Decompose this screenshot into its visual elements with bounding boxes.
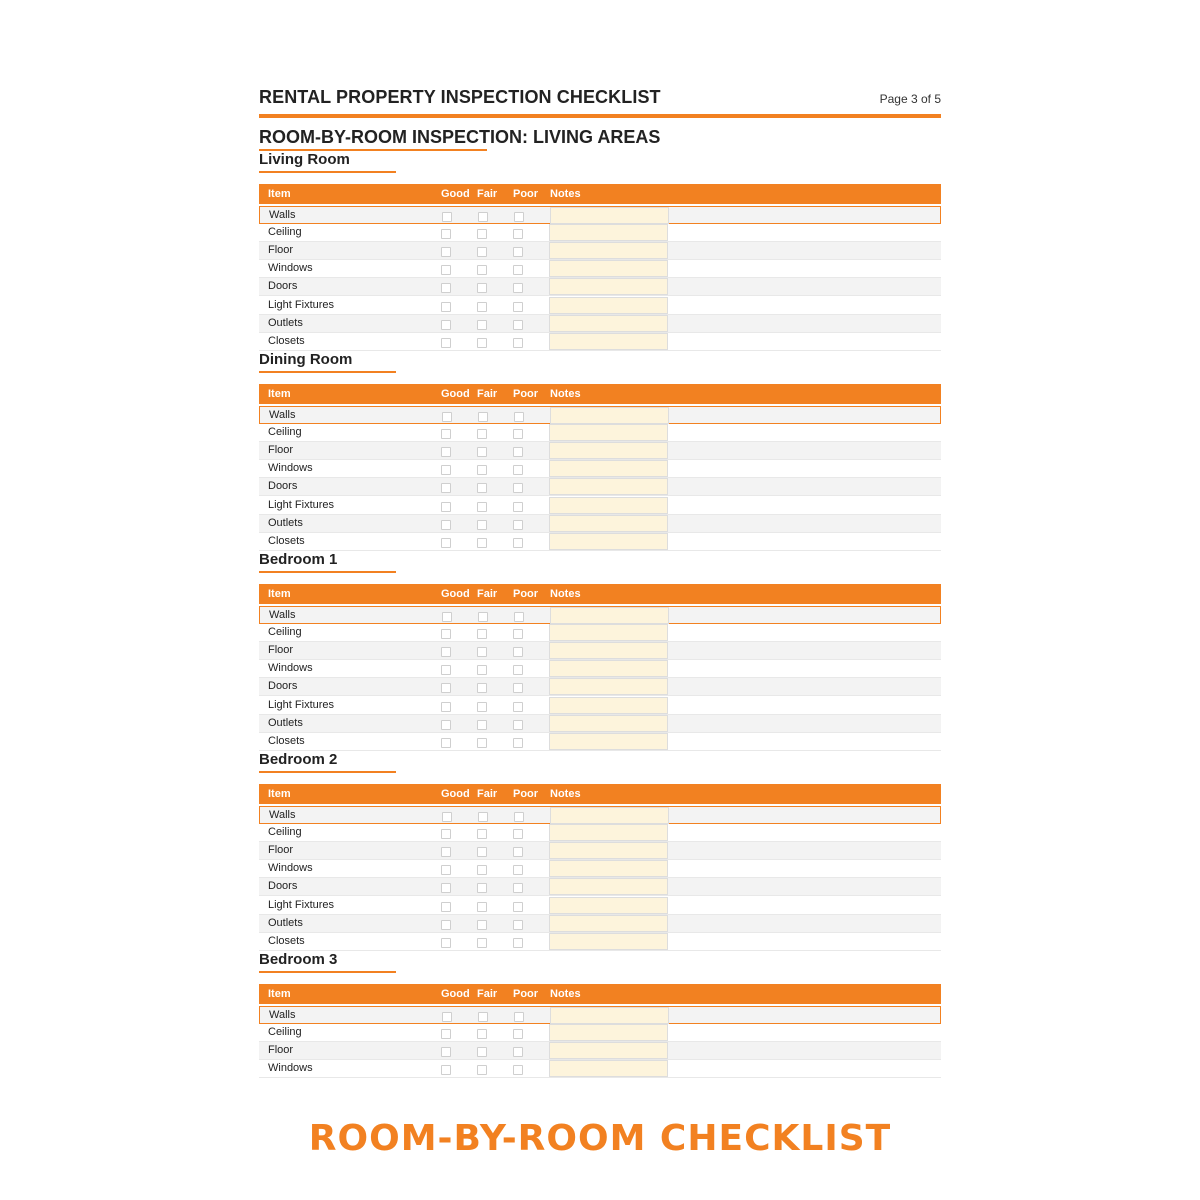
table-row <box>259 315 941 333</box>
item-label: Closets <box>268 534 305 547</box>
item-label: Windows <box>268 862 313 875</box>
notes-field[interactable] <box>549 842 668 859</box>
table-row <box>259 1042 941 1060</box>
notes-field[interactable] <box>549 715 668 732</box>
poor-checkbox[interactable] <box>513 320 523 330</box>
poor-checkbox[interactable] <box>514 212 524 222</box>
table-row <box>259 878 941 896</box>
column-header-item: Item <box>268 788 291 800</box>
item-label: Walls <box>269 1009 296 1021</box>
fair-checkbox[interactable] <box>477 320 487 330</box>
good-checkbox[interactable] <box>441 538 451 548</box>
table-row <box>259 697 941 715</box>
notes-field[interactable] <box>549 897 668 914</box>
notes-field[interactable] <box>549 315 668 332</box>
room-name: Bedroom 3 <box>259 951 338 968</box>
item-label: Walls <box>269 609 296 621</box>
notes-field[interactable] <box>549 1024 668 1041</box>
item-label: Closets <box>268 334 305 347</box>
poor-checkbox[interactable] <box>513 938 523 948</box>
fair-checkbox[interactable] <box>477 938 487 948</box>
table-row <box>259 806 941 824</box>
poor-checkbox[interactable] <box>514 812 524 822</box>
good-checkbox[interactable] <box>441 302 451 312</box>
room-name-underline <box>259 971 396 973</box>
notes-field[interactable] <box>549 224 668 241</box>
notes-field[interactable] <box>549 678 668 695</box>
room-name-underline <box>259 571 396 573</box>
room-name-underline <box>259 371 396 373</box>
fair-checkbox[interactable] <box>477 738 487 748</box>
good-checkbox[interactable] <box>441 283 451 293</box>
poor-checkbox[interactable] <box>513 847 523 857</box>
column-header-poor: Poor <box>513 988 539 1000</box>
table-row <box>259 206 941 224</box>
item-label: Floor <box>268 244 294 257</box>
item-label: Doors <box>268 680 298 693</box>
good-checkbox[interactable] <box>441 1029 451 1039</box>
good-checkbox[interactable] <box>441 229 451 239</box>
notes-field[interactable] <box>549 278 668 295</box>
good-checkbox[interactable] <box>441 902 451 912</box>
good-checkbox[interactable] <box>441 629 451 639</box>
table-row <box>259 824 941 842</box>
good-checkbox[interactable] <box>441 883 451 893</box>
fair-checkbox[interactable] <box>477 465 487 475</box>
notes-field[interactable] <box>549 697 668 714</box>
item-label: Windows <box>268 1062 313 1075</box>
column-header-good: Good <box>441 388 470 400</box>
table-row <box>259 424 941 442</box>
item-label: Walls <box>269 209 296 221</box>
notes-field[interactable] <box>550 207 669 224</box>
item-label: Light Fixtures <box>268 498 335 511</box>
good-checkbox[interactable] <box>441 847 451 857</box>
poor-checkbox[interactable] <box>513 429 523 439</box>
item-label: Floor <box>268 844 294 857</box>
fair-checkbox[interactable] <box>477 847 487 857</box>
table-row <box>259 533 941 551</box>
table-row <box>259 333 941 351</box>
fair-checkbox[interactable] <box>477 302 487 312</box>
room-name: Living Room <box>259 151 350 168</box>
table-row <box>259 478 941 496</box>
item-label: Doors <box>268 480 298 493</box>
good-checkbox[interactable] <box>441 865 451 875</box>
item-label: Windows <box>268 262 313 275</box>
notes-field[interactable] <box>549 533 668 550</box>
good-checkbox[interactable] <box>441 920 451 930</box>
poor-checkbox[interactable] <box>513 229 523 239</box>
poor-checkbox[interactable] <box>513 683 523 693</box>
item-label: Ceiling <box>268 826 302 839</box>
column-header-notes: Notes <box>550 388 581 400</box>
poor-checkbox[interactable] <box>513 483 523 493</box>
item-label: Floor <box>268 444 294 457</box>
column-header-item: Item <box>268 588 291 600</box>
table-header <box>259 984 941 1004</box>
notes-field[interactable] <box>549 424 668 441</box>
poor-checkbox[interactable] <box>513 665 523 675</box>
table-row <box>259 1024 941 1042</box>
notes-field[interactable] <box>550 407 669 424</box>
column-header-item: Item <box>268 388 291 400</box>
fair-checkbox[interactable] <box>478 812 488 822</box>
column-header-poor: Poor <box>513 788 539 800</box>
poor-checkbox[interactable] <box>513 902 523 912</box>
poor-checkbox[interactable] <box>513 502 523 512</box>
notes-field[interactable] <box>549 624 668 641</box>
good-checkbox[interactable] <box>441 320 451 330</box>
item-label: Floor <box>268 644 294 657</box>
table-row <box>259 297 941 315</box>
column-header-poor: Poor <box>513 188 539 200</box>
notes-field[interactable] <box>550 607 669 624</box>
item-label: Light Fixtures <box>268 698 335 711</box>
poor-checkbox[interactable] <box>513 1029 523 1039</box>
good-checkbox[interactable] <box>441 1047 451 1057</box>
notes-field[interactable] <box>549 733 668 750</box>
table-row <box>259 624 941 642</box>
good-checkbox[interactable] <box>442 412 452 422</box>
table-row <box>259 1060 941 1078</box>
item-label: Doors <box>268 880 298 893</box>
fair-checkbox[interactable] <box>478 412 488 422</box>
fair-checkbox[interactable] <box>477 629 487 639</box>
good-checkbox[interactable] <box>441 665 451 675</box>
poor-checkbox[interactable] <box>514 412 524 422</box>
fair-checkbox[interactable] <box>477 647 487 657</box>
notes-field[interactable] <box>550 807 669 824</box>
item-label: Floor <box>268 1044 294 1057</box>
item-label: Ceiling <box>268 1026 302 1039</box>
fair-checkbox[interactable] <box>477 865 487 875</box>
fair-checkbox[interactable] <box>477 1047 487 1057</box>
fair-checkbox[interactable] <box>477 702 487 712</box>
fair-checkbox[interactable] <box>477 483 487 493</box>
poor-checkbox[interactable] <box>513 538 523 548</box>
table-row <box>259 442 941 460</box>
good-checkbox[interactable] <box>441 247 451 257</box>
item-label: Ceiling <box>268 626 302 639</box>
good-checkbox[interactable] <box>441 829 451 839</box>
good-checkbox[interactable] <box>441 447 451 457</box>
fair-checkbox[interactable] <box>477 520 487 530</box>
item-label: Closets <box>268 934 305 947</box>
fair-checkbox[interactable] <box>477 683 487 693</box>
notes-field[interactable] <box>549 515 668 532</box>
table-row <box>259 242 941 260</box>
poor-checkbox[interactable] <box>513 720 523 730</box>
room-name-underline <box>259 171 396 173</box>
poor-checkbox[interactable] <box>513 465 523 475</box>
notes-field[interactable] <box>549 1060 668 1077</box>
notes-field[interactable] <box>549 933 668 950</box>
poor-checkbox[interactable] <box>513 302 523 312</box>
good-checkbox[interactable] <box>442 1012 452 1022</box>
table-row <box>259 1006 941 1024</box>
fair-checkbox[interactable] <box>477 829 487 839</box>
poor-checkbox[interactable] <box>513 629 523 639</box>
table-row <box>259 678 941 696</box>
poor-checkbox[interactable] <box>513 1047 523 1057</box>
table-row <box>259 642 941 660</box>
table-row <box>259 842 941 860</box>
table-row <box>259 897 941 915</box>
good-checkbox[interactable] <box>441 429 451 439</box>
notes-field[interactable] <box>549 478 668 495</box>
item-label: Ceiling <box>268 426 302 439</box>
table-row <box>259 260 941 278</box>
column-header-notes: Notes <box>550 588 581 600</box>
footer-caption: ROOM-BY-ROOM CHECKLIST <box>308 1118 892 1159</box>
item-label: Walls <box>269 409 296 421</box>
good-checkbox[interactable] <box>441 465 451 475</box>
table-row <box>259 915 941 933</box>
fair-checkbox[interactable] <box>477 338 487 348</box>
notes-field[interactable] <box>549 460 668 477</box>
notes-field[interactable] <box>549 915 668 932</box>
fair-checkbox[interactable] <box>477 720 487 730</box>
column-header-notes: Notes <box>550 988 581 1000</box>
item-label: Doors <box>268 280 298 293</box>
good-checkbox[interactable] <box>441 702 451 712</box>
column-header-good: Good <box>441 188 470 200</box>
table-row <box>259 497 941 515</box>
fair-checkbox[interactable] <box>477 883 487 893</box>
table-header <box>259 384 941 404</box>
good-checkbox[interactable] <box>441 720 451 730</box>
fair-checkbox[interactable] <box>477 502 487 512</box>
fair-checkbox[interactable] <box>478 1012 488 1022</box>
poor-checkbox[interactable] <box>513 829 523 839</box>
poor-checkbox[interactable] <box>513 647 523 657</box>
notes-field[interactable] <box>549 497 668 514</box>
table-row <box>259 733 941 751</box>
poor-checkbox[interactable] <box>513 338 523 348</box>
fair-checkbox[interactable] <box>477 538 487 548</box>
table-row <box>259 224 941 242</box>
item-label: Outlets <box>268 916 303 929</box>
fair-checkbox[interactable] <box>477 665 487 675</box>
good-checkbox[interactable] <box>441 265 451 275</box>
notes-field[interactable] <box>549 642 668 659</box>
column-header-good: Good <box>441 788 470 800</box>
column-header-fair: Fair <box>477 588 498 600</box>
item-label: Light Fixtures <box>268 298 335 311</box>
notes-field[interactable] <box>549 824 668 841</box>
table-row <box>259 660 941 678</box>
good-checkbox[interactable] <box>442 212 452 222</box>
poor-checkbox[interactable] <box>513 447 523 457</box>
fair-checkbox[interactable] <box>477 447 487 457</box>
item-label: Ceiling <box>268 226 302 239</box>
column-header-good: Good <box>441 588 470 600</box>
fair-checkbox[interactable] <box>478 212 488 222</box>
room-name-underline <box>259 771 396 773</box>
poor-checkbox[interactable] <box>513 865 523 875</box>
good-checkbox[interactable] <box>441 647 451 657</box>
good-checkbox[interactable] <box>441 483 451 493</box>
fair-checkbox[interactable] <box>477 283 487 293</box>
column-header-notes: Notes <box>550 188 581 200</box>
poor-checkbox[interactable] <box>513 702 523 712</box>
column-header-fair: Fair <box>477 988 498 1000</box>
table-header <box>259 784 941 804</box>
notes-field[interactable] <box>549 333 668 350</box>
document-header <box>259 86 941 118</box>
notes-field[interactable] <box>550 1007 669 1024</box>
good-checkbox[interactable] <box>441 1065 451 1075</box>
notes-field[interactable] <box>549 260 668 277</box>
column-header-fair: Fair <box>477 788 498 800</box>
notes-field[interactable] <box>549 442 668 459</box>
good-checkbox[interactable] <box>441 683 451 693</box>
poor-checkbox[interactable] <box>513 883 523 893</box>
column-header-poor: Poor <box>513 388 539 400</box>
notes-field[interactable] <box>549 297 668 314</box>
good-checkbox[interactable] <box>442 612 452 622</box>
good-checkbox[interactable] <box>441 738 451 748</box>
item-label: Outlets <box>268 716 303 729</box>
room-name: Bedroom 2 <box>259 751 338 768</box>
poor-checkbox[interactable] <box>514 1012 524 1022</box>
column-header-poor: Poor <box>513 588 539 600</box>
table-row <box>259 860 941 878</box>
table-row <box>259 515 941 533</box>
item-label: Outlets <box>268 316 303 329</box>
good-checkbox[interactable] <box>441 502 451 512</box>
column-header-fair: Fair <box>477 188 498 200</box>
good-checkbox[interactable] <box>441 938 451 948</box>
table-header <box>259 584 941 604</box>
table-row <box>259 715 941 733</box>
notes-field[interactable] <box>549 878 668 895</box>
table-row <box>259 606 941 624</box>
column-header-good: Good <box>441 988 470 1000</box>
fair-checkbox[interactable] <box>478 612 488 622</box>
fair-checkbox[interactable] <box>477 1029 487 1039</box>
fair-checkbox[interactable] <box>477 920 487 930</box>
notes-field[interactable] <box>549 1042 668 1059</box>
fair-checkbox[interactable] <box>477 247 487 257</box>
fair-checkbox[interactable] <box>477 902 487 912</box>
item-label: Light Fixtures <box>268 898 335 911</box>
fair-checkbox[interactable] <box>477 265 487 275</box>
poor-checkbox[interactable] <box>513 520 523 530</box>
notes-field[interactable] <box>549 660 668 677</box>
fair-checkbox[interactable] <box>477 429 487 439</box>
column-header-fair: Fair <box>477 388 498 400</box>
table-row <box>259 933 941 951</box>
table-row <box>259 460 941 478</box>
section-title: ROOM-BY-ROOM INSPECTION: LIVING AREAS <box>259 127 661 147</box>
item-label: Closets <box>268 734 305 747</box>
item-label: Windows <box>268 662 313 675</box>
notes-field[interactable] <box>549 242 668 259</box>
poor-checkbox[interactable] <box>513 1065 523 1075</box>
poor-checkbox[interactable] <box>514 612 524 622</box>
good-checkbox[interactable] <box>442 812 452 822</box>
notes-field[interactable] <box>549 860 668 877</box>
room-name: Dining Room <box>259 351 353 368</box>
column-header-item: Item <box>268 988 291 1000</box>
poor-checkbox[interactable] <box>513 283 523 293</box>
document-title: RENTAL PROPERTY INSPECTION CHECKLIST <box>259 87 661 107</box>
table-header <box>259 184 941 204</box>
poor-checkbox[interactable] <box>513 738 523 748</box>
room-name: Bedroom 1 <box>259 551 338 568</box>
table-row <box>259 278 941 296</box>
poor-checkbox[interactable] <box>513 265 523 275</box>
good-checkbox[interactable] <box>441 338 451 348</box>
item-label: Windows <box>268 462 313 475</box>
item-label: Walls <box>269 809 296 821</box>
good-checkbox[interactable] <box>441 520 451 530</box>
column-header-item: Item <box>268 188 291 200</box>
item-label: Outlets <box>268 516 303 529</box>
poor-checkbox[interactable] <box>513 247 523 257</box>
fair-checkbox[interactable] <box>477 1065 487 1075</box>
table-row <box>259 406 941 424</box>
column-header-notes: Notes <box>550 788 581 800</box>
page-indicator: Page 3 of 5 <box>879 92 941 106</box>
fair-checkbox[interactable] <box>477 229 487 239</box>
poor-checkbox[interactable] <box>513 920 523 930</box>
